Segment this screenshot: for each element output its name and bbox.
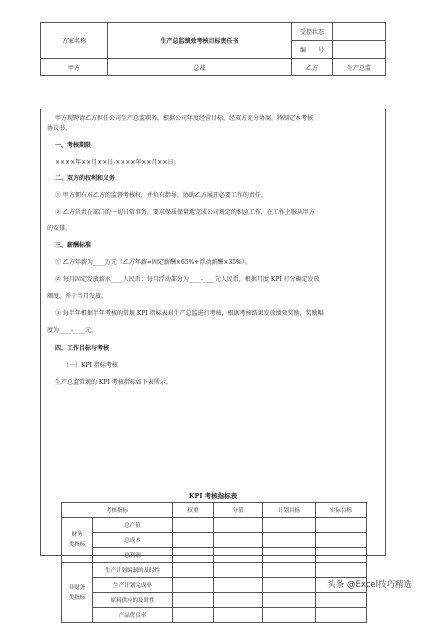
party-a-label: 甲方 [41, 59, 108, 76]
table-row [62, 593, 367, 608]
group-financial-line-2: 类指标 [68, 542, 86, 548]
section-3-item-2-line-1: ② 每月固定发放薪水____人民币；每月浮动部分为____-____元人民币，根据月度 KPI 打分确定发放 [55, 276, 320, 283]
table-row [62, 533, 367, 548]
section-3-item-2-line-2: 额度，并于当月发放。 [47, 293, 108, 300]
section-1-text: ××××年××月××日-××××年××月××日。 [55, 159, 180, 166]
section-3-title: 三、薪酬标准 [55, 242, 92, 249]
column-header-planned-target: 计划目标 [263, 503, 316, 518]
indicator-cell: 生产计划编制的及时性 [93, 563, 173, 578]
table-row [62, 608, 367, 623]
table-row [62, 548, 367, 563]
group-non-financial-line-1: 非财务 [68, 584, 86, 591]
group-non-financial-line-2: 类指标 [68, 594, 86, 601]
intro-line-1: 甲方现聘请乙方担任公司生产总监职务，根据公司年度经营目标，经双方充分协商，特制定本考核 [55, 115, 314, 122]
indicator-cell: 产品优良率 [93, 608, 173, 623]
indicator-cell: 生产计划完成率 [93, 578, 173, 593]
party-b-label: 乙方 [292, 59, 333, 76]
kpi-table-title: KPI 考核指标表 [188, 492, 238, 500]
section-2-item-1: ① 甲方拥有对乙方的监督考核权，并负有指导，协助乙方展开必要工作的责任。 [55, 192, 267, 199]
group-non-financial-label [62, 563, 93, 623]
section-3-item-3-line-1: ③ 每半年根据半年考核的常规 KPI 指标表对生产总监进行考核，根据考核结果发放绩效奖励，奖励幅 [55, 310, 324, 317]
section-4-subtitle: （一）KPI 指标考核 [63, 362, 118, 369]
control-status-label: 受控状态 [292, 23, 333, 41]
watermark: 头条 @Excel技巧精选 [327, 580, 412, 590]
group-financial-line-1: 财务 [71, 532, 83, 538]
table-row [62, 563, 367, 578]
number-label: 编 号 [292, 41, 333, 59]
section-4-text: 生产总监常规的 KPI 考核指标如下表所示。 [55, 379, 172, 386]
table-header-row [62, 503, 367, 518]
party-b-value: 生产总监 [333, 59, 386, 76]
column-header-actual-target: 实际目标 [316, 503, 367, 518]
column-header-indicator: 考核指标 [62, 503, 173, 518]
header-table [40, 22, 386, 76]
document-title: 生产总监绩效考核目标责任书 [108, 23, 292, 59]
indicator-cell: 原料供应的及时性 [93, 593, 173, 608]
kpi-table [61, 502, 367, 623]
indicator-cell: 总利润 [93, 548, 173, 563]
section-1-title: 一、考核期限 [55, 142, 92, 149]
section-2-item-2-line-1: ② 乙方负责在部门的一切日常事务，要求保质保量地完成公司规定的相应工作，在工作上服从甲方 [55, 209, 315, 216]
table-row [62, 578, 367, 593]
plan-name-label: 方案名称 [41, 23, 108, 59]
indicator-cell: 总产值 [93, 518, 173, 533]
section-4-title: 四、工作目标与考核 [55, 345, 110, 352]
table-row [62, 518, 367, 533]
party-a-value: 总裁 [108, 59, 292, 76]
number-value [333, 41, 386, 59]
column-header-score: 分值 [214, 503, 263, 518]
intro-line-2: 协议书。 [47, 125, 72, 132]
group-financial-label [62, 518, 93, 563]
section-3-item-3-line-2: 度为____-____元。 [47, 327, 98, 334]
section-2-title: 二、双方的权利和义务 [55, 175, 116, 182]
column-header-weight: 权重 [173, 503, 214, 518]
control-status-value [333, 23, 386, 41]
section-3-item-1: ① 乙方年薪为____万元（乙方年薪=固定薪酬×65%+浮动薪酬×35%）。 [55, 259, 251, 266]
section-2-item-2-line-2: 的安排。 [47, 225, 72, 232]
indicator-cell: 总成本 [93, 533, 173, 548]
